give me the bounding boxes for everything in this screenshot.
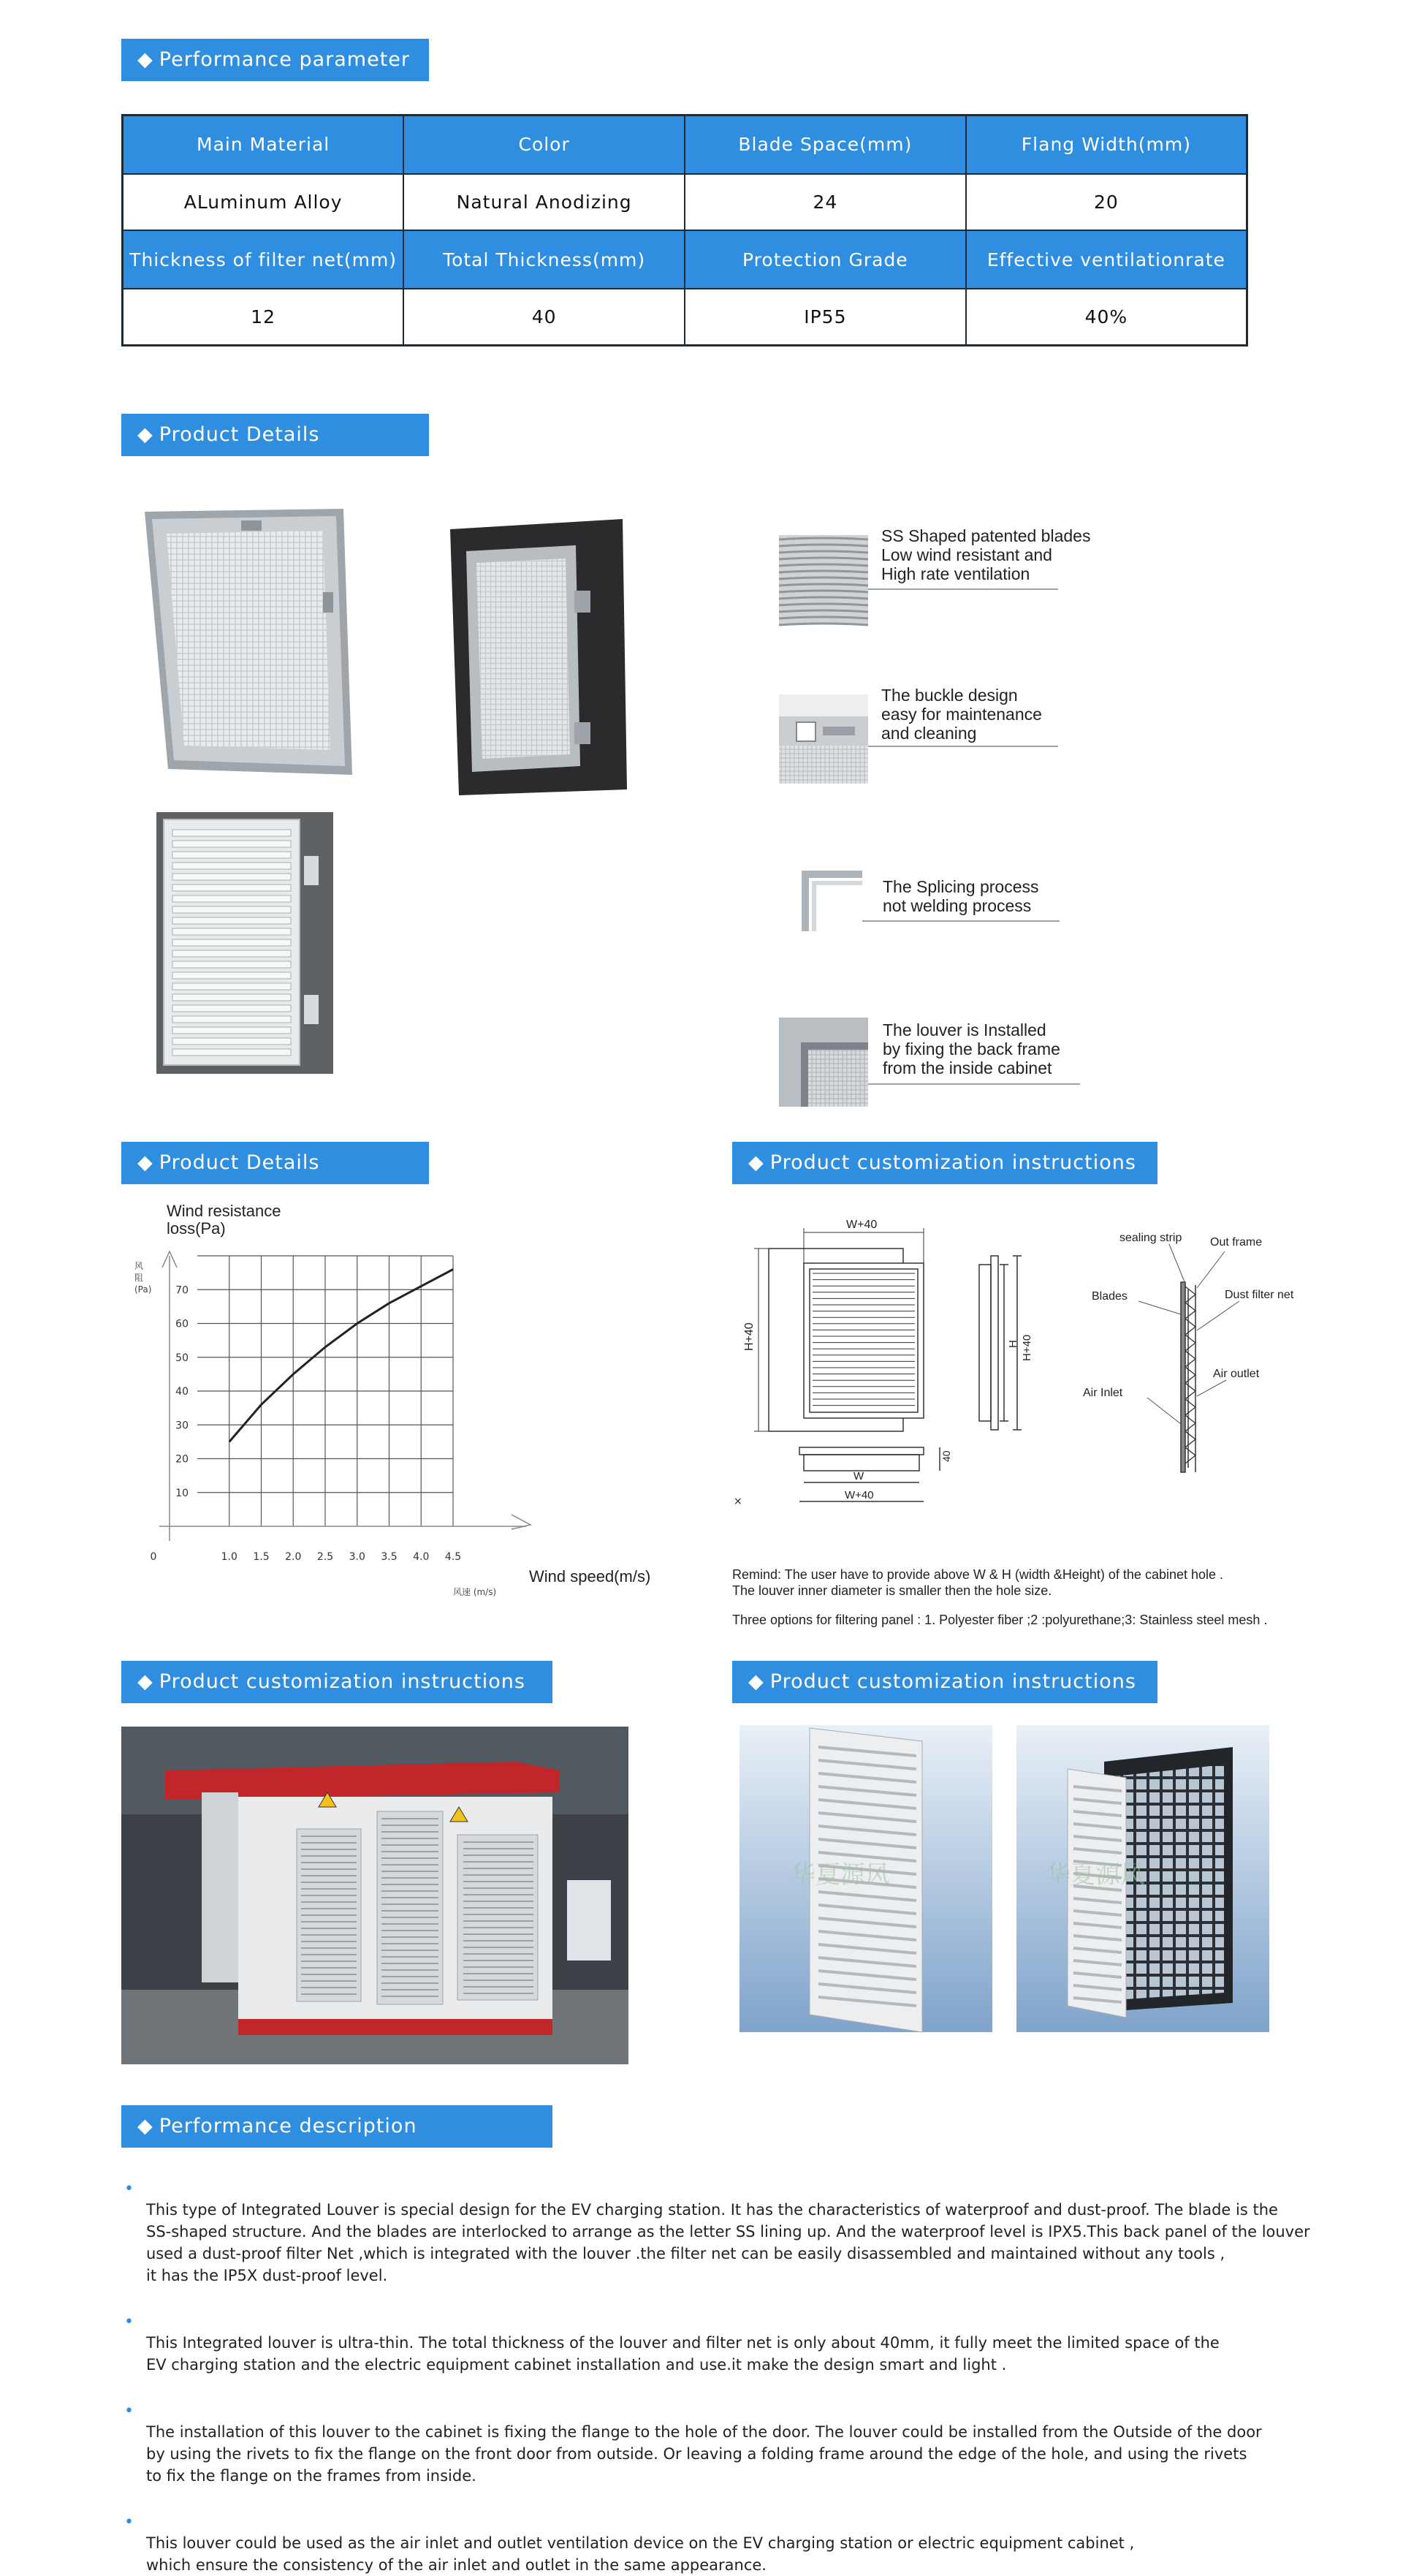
feature-image-blades <box>779 535 868 624</box>
dim-label: W+40 <box>845 1489 874 1501</box>
section-header-product-details <box>121 414 429 456</box>
louver-slat <box>172 1049 291 1056</box>
x-tick-label: 3.0 <box>349 1551 365 1563</box>
section-header-customization-3 <box>732 1661 1157 1703</box>
chart-title: Wind resistance <box>167 1202 281 1220</box>
series-line <box>229 1270 453 1442</box>
list-item <box>121 2399 1327 2487</box>
table-header-cell: Main Material <box>123 115 404 174</box>
x-tick-label: 3.5 <box>381 1551 398 1563</box>
blade-line <box>779 624 868 625</box>
description-text: This louver could be used as the air inlet and outlet ventilation device on the EV charging station or electric equipment cabinet , which ensure the consistency of the air inlet and outlet in the same appearance. <box>146 2534 1135 2574</box>
diamond-icon: ◆ <box>748 1151 764 1174</box>
louver-slat <box>172 994 291 1001</box>
louver-slat <box>172 1038 291 1045</box>
section-title: Product Details <box>159 1151 320 1174</box>
drawing-label-out-frame: Out frame <box>1210 1236 1263 1249</box>
description-text: This Integrated louver is ultra-thin. The total thickness of the louver and filter net is only about 40mm, it fully meet the limited space of the EV charging station and the electric equipment cabinet installation and use.it make the design smart and light . <box>146 2334 1220 2374</box>
feature-text-buckle: The buckle design easy for maintenance and cleaning <box>881 686 1042 743</box>
y-tick-label: 60 <box>175 1318 189 1330</box>
table-header-cell: Effective ventilationrate <box>966 230 1247 289</box>
louver-slat <box>172 863 291 869</box>
section-header-customization-2 <box>121 1661 552 1703</box>
x-tick-label: 1.5 <box>253 1551 270 1563</box>
table-header-row <box>123 115 1247 174</box>
louver-slat <box>172 1016 291 1023</box>
dim-label: H+40 <box>1021 1334 1033 1361</box>
louver-slat <box>172 1005 291 1012</box>
feature-divider <box>868 1083 1080 1085</box>
section-header-performance-parameter <box>121 39 429 81</box>
bullet-icon: • <box>124 2513 134 2531</box>
section-header-customization <box>732 1142 1157 1184</box>
list-item <box>121 2510 1327 2576</box>
louver-slat <box>172 1027 291 1034</box>
dimension-drawing <box>728 1205 1342 1556</box>
table-header-cell: Color <box>403 115 685 174</box>
drawing-label-air-outlet: Air outlet <box>1213 1368 1260 1380</box>
louver-slat <box>172 841 291 847</box>
table-cell: 24 <box>685 174 966 230</box>
louver-slat <box>172 830 291 836</box>
table-header-cell: Protection Grade <box>685 230 966 289</box>
feature-divider <box>868 746 1058 747</box>
x-axis-ticks <box>151 1551 462 1563</box>
louver-slat <box>172 939 291 946</box>
product-photo-louver-panel <box>156 812 333 1074</box>
feature-image-installation <box>779 1018 868 1107</box>
louver-slat <box>172 972 291 979</box>
feature-divider <box>868 588 1058 590</box>
section-title: Product customization instructions <box>769 1151 1136 1174</box>
x-tick-label: 2.0 <box>285 1551 302 1563</box>
table-cell: 12 <box>123 289 404 345</box>
louver-slat <box>172 906 291 913</box>
product-photo-door-panel <box>447 518 630 798</box>
louver-slat <box>172 852 291 858</box>
louver-render-front <box>739 1725 992 2032</box>
section-title: Product customization instructions <box>769 1670 1136 1693</box>
louver-slat <box>172 983 291 990</box>
product-photo-filter-frame <box>139 504 358 782</box>
diamond-icon: ◆ <box>137 423 153 446</box>
feature-image-buckle <box>779 694 868 784</box>
parameter-table <box>121 114 1248 346</box>
louver-slat <box>172 917 291 924</box>
diamond-icon: ◆ <box>137 1670 153 1693</box>
dim-label: H <box>1007 1340 1019 1348</box>
description-text: The installation of this louver to the cabinet is fixing the flange to the hole of the door. The louver could be installed from the Outside of the door by using the rivets to fix the flange on the front door from outside. Or leaving a folding frame around the edge of the hole, and using the rivets to fix the flange on the frames from inside. <box>146 2423 1262 2485</box>
feature-text-blades: SS Shaped patented blades Low wind resistant and High rate ventilation <box>881 526 1091 583</box>
wind-resistance-chart <box>117 1197 672 1607</box>
diamond-icon: ◆ <box>137 48 153 71</box>
y-tick-label: 20 <box>175 1453 189 1466</box>
dim-label: H+40 <box>743 1322 756 1351</box>
y-axis-label <box>134 1261 151 1295</box>
diamond-icon: ◆ <box>137 1151 153 1174</box>
remind-line-2: The louver inner diameter is smaller then the hole size. <box>732 1583 1052 1598</box>
louver-slat <box>172 884 291 891</box>
list-item <box>121 2310 1327 2376</box>
bullet-icon: • <box>124 2313 134 2331</box>
table-header-cell: Thickness of filter net(mm) <box>123 230 404 289</box>
section-title: Product Details <box>159 423 320 446</box>
louver-slat <box>172 961 291 968</box>
x-tick-label: 1.0 <box>221 1551 237 1563</box>
drawing-label-blades: Blades <box>1092 1290 1128 1303</box>
bullet-icon: • <box>124 2180 134 2198</box>
table-header-cell: Total Thickness(mm) <box>403 230 685 289</box>
louver-render-exploded <box>1016 1725 1269 2032</box>
table-cell: 40% <box>966 289 1247 345</box>
filter-options: Three options for filtering panel : 1. Polyester fiber ;2 :polyurethane;3: Stainless steel mesh . <box>732 1613 1268 1627</box>
watermark: 华夏源风 <box>791 1860 890 1890</box>
feature-divider <box>862 920 1060 922</box>
section-title: Product customization instructions <box>159 1670 525 1693</box>
description-list <box>121 2177 1327 2576</box>
table-row <box>123 174 1247 230</box>
y-axis-label-part: 阻 <box>134 1273 144 1283</box>
louver-slat <box>172 874 291 880</box>
chart-title-line2: loss(Pa) <box>167 1219 226 1238</box>
chart-grid <box>197 1256 453 1526</box>
x-mark: × <box>734 1496 742 1507</box>
y-tick-label: 50 <box>175 1352 189 1364</box>
description-text: This type of Integrated Louver is special design for the EV charging station. It has the characteristics of waterproof and dust-proof. The blade is the SS-shaped structure. And the blades are interlocked to arrange as the letter SS lining up. And the waterproof level is IPX5.This back panel of the louver used a dust-proof filter Net ,which is integrated with the louver .the filter net can be easily disassembled and maintained without any tools , it has the IP5X dust-proof level. <box>146 2201 1310 2284</box>
dim-label: W <box>853 1470 864 1482</box>
y-tick-label: 30 <box>175 1420 189 1432</box>
louver-slat <box>172 928 291 935</box>
x-axis-arrow <box>512 1515 531 1529</box>
chart-svg <box>117 1197 672 1607</box>
table-cell: 20 <box>966 174 1247 230</box>
watermark: 华夏源风 <box>1046 1860 1145 1890</box>
dim-label: 40 <box>940 1450 952 1462</box>
louver-slat <box>172 950 291 957</box>
x-axis-label: Wind speed(m/s) <box>529 1567 651 1586</box>
x-tick-label: 4.5 <box>444 1551 462 1563</box>
section-header-performance-description <box>121 2105 552 2148</box>
y-axis-ticks <box>175 1284 189 1499</box>
section-title: Performance description <box>159 2115 417 2137</box>
table-header-row <box>123 230 1247 289</box>
y-axis-label-part: (Pa) <box>134 1284 152 1295</box>
bullet-icon: • <box>124 2402 134 2420</box>
table-header-cell: Flang Width(mm) <box>966 115 1247 174</box>
x-tick-label: 0 <box>150 1551 157 1563</box>
y-axis-label-part: 风 <box>134 1261 144 1271</box>
table-header-cell: Blade Space(mm) <box>685 115 966 174</box>
y-tick-label: 40 <box>175 1386 189 1398</box>
section-title: Performance parameter <box>159 48 410 71</box>
chart-axes <box>159 1251 531 1541</box>
cabinet-photo <box>121 1727 628 2064</box>
diamond-icon: ◆ <box>137 2115 153 2137</box>
x-axis-label-cn: 风速 (m/s) <box>453 1587 497 1597</box>
dim-label: W+40 <box>846 1219 878 1231</box>
drawing-label-air-inlet: Air Inlet <box>1083 1387 1123 1399</box>
louver-slat <box>172 895 291 902</box>
table-cell: 40 <box>403 289 685 345</box>
section-header-product-details-chart <box>121 1142 429 1184</box>
feature-text-installation: The louver is Installed by fixing the back frame from the inside cabinet <box>883 1020 1060 1077</box>
feature-image-splicing <box>801 870 864 933</box>
drawing-label-sealing-strip: sealing strip <box>1119 1232 1182 1244</box>
remind-line-1: Remind: The user have to provide above W & H (width &Height) of the cabinet hole . <box>732 1567 1224 1582</box>
table-cell: Natural Anodizing <box>403 174 685 230</box>
x-tick-label: 2.5 <box>316 1551 334 1563</box>
y-tick-label: 70 <box>175 1284 189 1297</box>
table-cell: ALuminum Alloy <box>123 174 404 230</box>
table-cell: IP55 <box>685 289 966 345</box>
feature-text-splicing: The Splicing process not welding process <box>883 877 1039 915</box>
list-item <box>121 2177 1327 2287</box>
drawing-label-dust-filter: Dust filter net <box>1225 1289 1294 1301</box>
diamond-icon: ◆ <box>748 1670 764 1693</box>
y-tick-label: 10 <box>175 1487 189 1499</box>
x-tick-label: 4.0 <box>413 1551 430 1563</box>
table-row <box>123 289 1247 345</box>
chart-series <box>229 1270 453 1442</box>
